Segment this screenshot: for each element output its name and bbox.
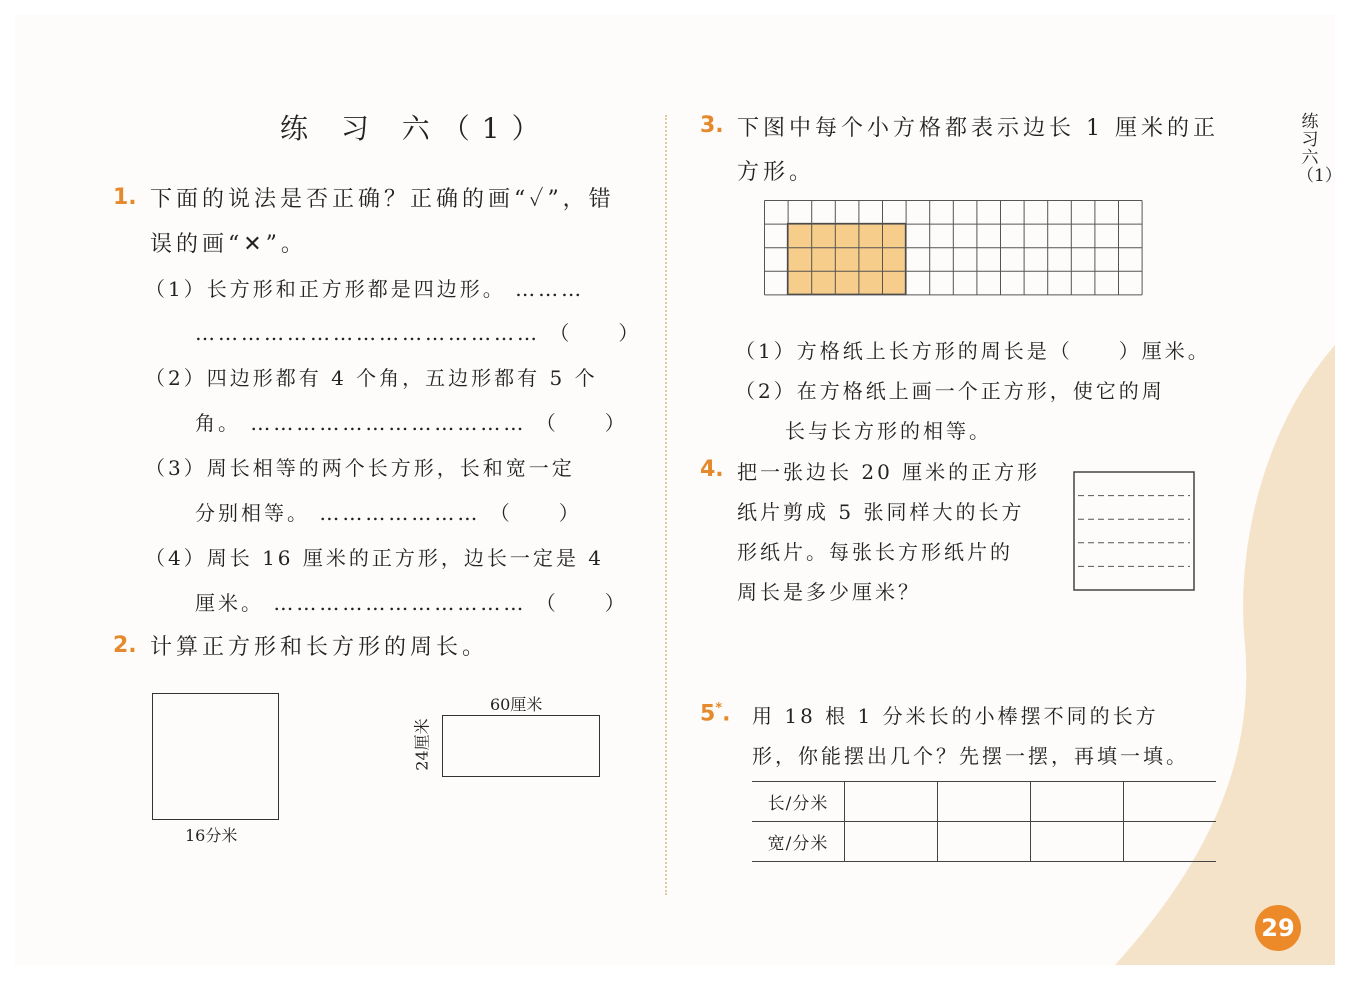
- square-side-label: 16分米: [185, 826, 238, 845]
- workbook-page: [15, 15, 1342, 965]
- answer-cell[interactable]: [845, 822, 938, 862]
- question-4-line3: 形纸片。每张长方形纸片的: [737, 540, 1013, 564]
- table-row-header: 长/分米: [752, 782, 845, 822]
- table-row: [752, 782, 1216, 822]
- answer-cell[interactable]: [1124, 822, 1217, 862]
- square-paper: [1074, 472, 1194, 590]
- question-2-number: 2.: [113, 633, 137, 658]
- side-section-label: 练习六（1）: [1297, 112, 1342, 186]
- decorative-wave-background: [1115, 345, 1335, 965]
- q1-item-4-line1: （4）周长 16 厘米的正方形，边长一定是 4: [145, 546, 604, 570]
- answer-cell[interactable]: [1031, 782, 1124, 822]
- answer-cell[interactable]: [845, 782, 938, 822]
- q1-item-2-line2: 角。 ……………………………… （ ）: [195, 411, 628, 435]
- square-figure: [152, 693, 279, 820]
- question-2-text: 计算正方形和长方形的周长。: [150, 635, 489, 660]
- q1-item-1-line1: （1）长方形和正方形都是四边形。 ………: [145, 277, 585, 301]
- table-row-header: 宽/分米: [752, 822, 845, 862]
- question-4-line4: 周长是多少厘米？: [737, 580, 921, 604]
- question-1-line2: 误的画“✕”。: [150, 232, 307, 257]
- question-3-sub2-line1: （2）在方格纸上画一个正方形，使它的周: [735, 379, 1165, 403]
- question-1-line1: 下面的说法是否正确？正确的画“✓”，错: [150, 187, 615, 212]
- question-5-line1: 用 18 根 1 分米长的小棒摆不同的长方: [752, 704, 1159, 728]
- page-title: 练 习 六（1）: [280, 112, 552, 145]
- page-divider: [665, 115, 669, 895]
- question-3-line1: 下图中每个小方格都表示边长 1 厘米的正: [737, 116, 1219, 141]
- question-3-sub1: （1）方格纸上长方形的周长是（ ）厘米。: [735, 339, 1211, 363]
- answer-cell[interactable]: [938, 822, 1031, 862]
- page-number-badge: 29: [1255, 905, 1301, 951]
- highlighted-rectangle: [788, 224, 906, 295]
- q1-item-3-line1: （3）周长相等的两个长方形，长和宽一定: [145, 456, 575, 480]
- paper-strips-figure: [1073, 471, 1197, 593]
- answer-table: [752, 781, 1216, 862]
- question-5-line2: 形，你能摆出几个？先摆一摆，再填一填。: [752, 744, 1189, 768]
- q1-item-4-line2: 厘米。 …………………………… （ ）: [195, 591, 628, 615]
- question-3-line2: 方形。: [737, 160, 816, 185]
- rectangle-figure: [442, 715, 600, 777]
- question-3-sub2-line2: 长与长方形的相等。: [785, 419, 992, 443]
- square-grid: [764, 200, 1146, 320]
- question-5-number: 5*.: [700, 701, 731, 727]
- answer-cell[interactable]: [1124, 782, 1217, 822]
- question-1-number: 1.: [113, 185, 137, 210]
- question-4-number: 4.: [700, 457, 724, 482]
- q1-item-1-line2: ……………………………………… （ ）: [195, 321, 642, 345]
- answer-cell[interactable]: [1031, 822, 1124, 862]
- q1-item-3-line2: 分别相等。 ………………… （ ）: [195, 501, 582, 525]
- rectangle-length-label: 60厘米: [490, 695, 543, 714]
- table-row: [752, 822, 1216, 862]
- question-3-number: 3.: [700, 113, 724, 138]
- question-4-line1: 把一张边长 20 厘米的正方形: [737, 460, 1041, 484]
- answer-cell[interactable]: [938, 782, 1031, 822]
- rectangle-width-label: 24厘米: [412, 718, 432, 771]
- question-4-line2: 纸片剪成 5 张同样大的长方: [737, 500, 1025, 524]
- q1-item-2-line1: （2）四边形都有 4 个角，五边形都有 5 个: [145, 366, 598, 390]
